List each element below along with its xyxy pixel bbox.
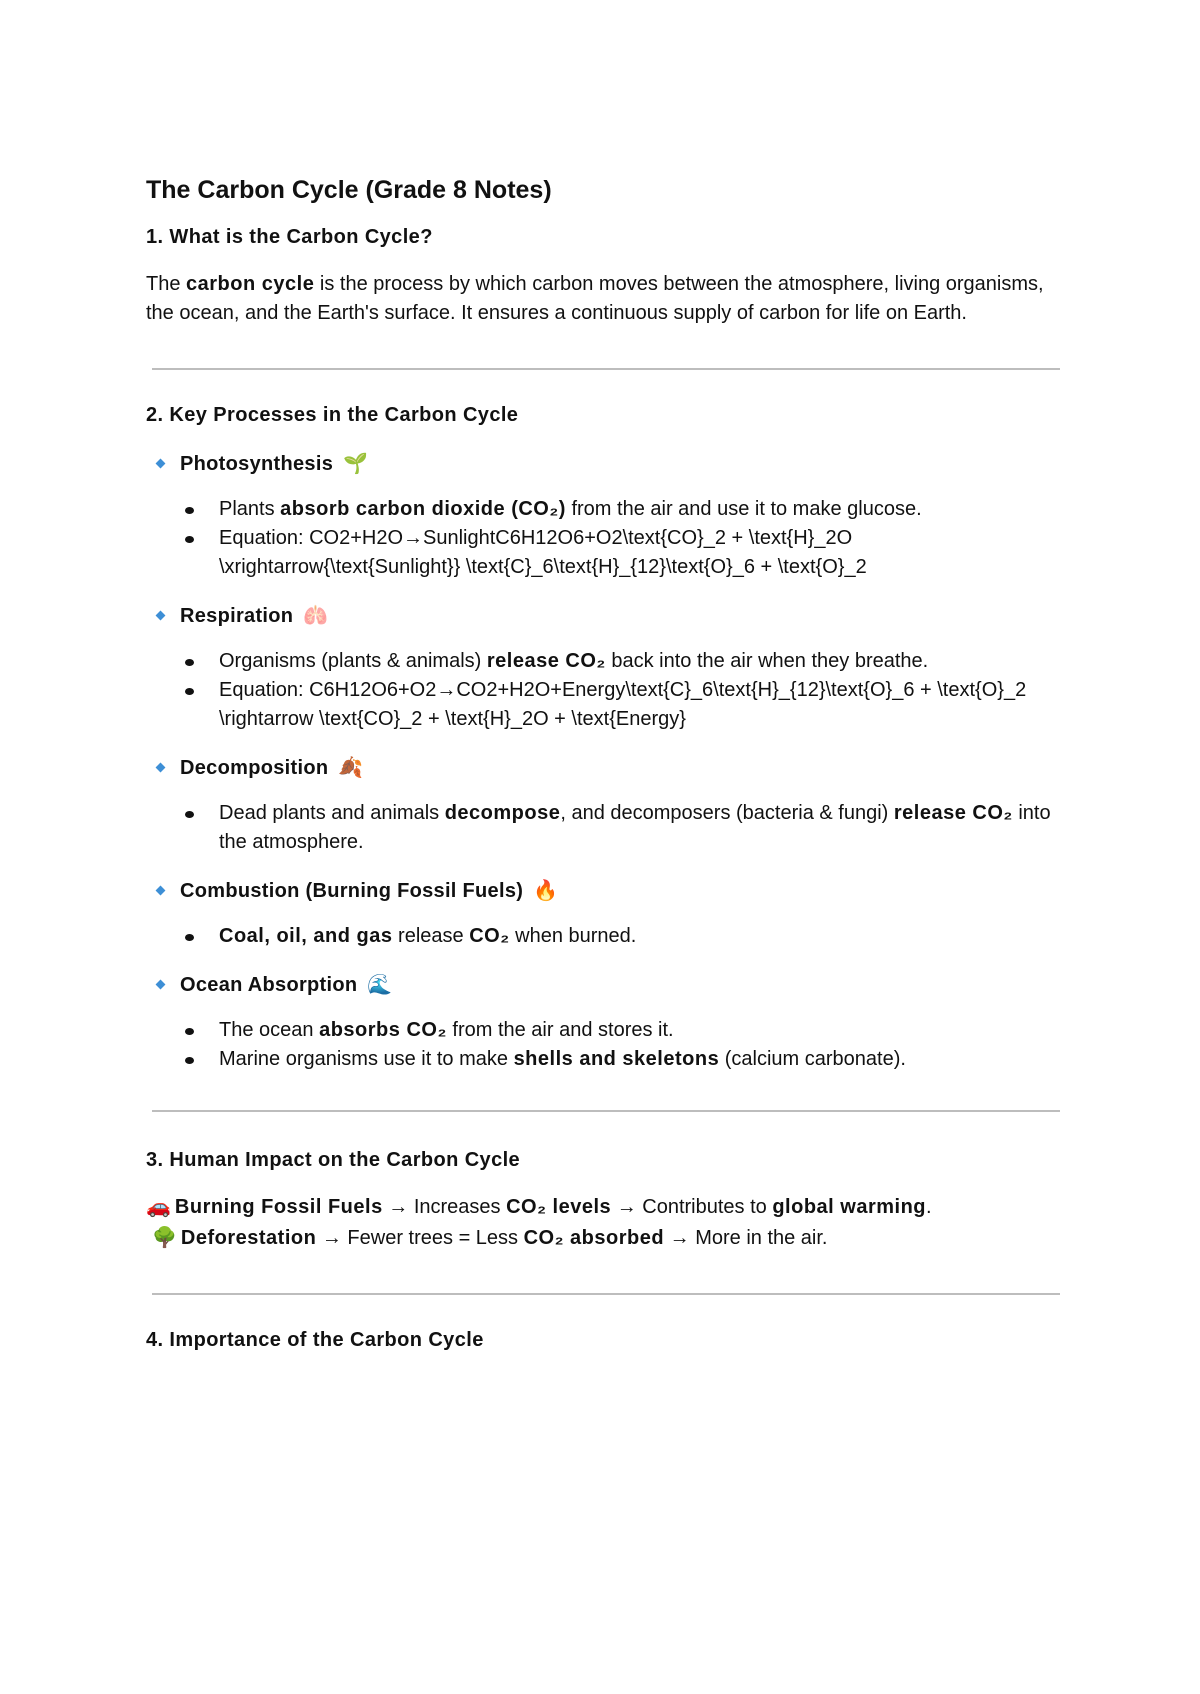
bullet-dot-icon (185, 1028, 194, 1035)
bold-term: carbon cycle (186, 273, 315, 295)
process-heading (146, 752, 1056, 783)
bold-term: Deforestation (180, 1227, 317, 1249)
wave-icon: 🌊 (367, 972, 393, 996)
bold-term: Burning Fossil Fuels (174, 1196, 383, 1218)
text-span: . (926, 1196, 932, 1218)
divider (152, 1293, 1060, 1295)
process-title: Respiration (180, 605, 294, 627)
bold-term: absorbs CO₂ (319, 1019, 447, 1041)
process-bullets (146, 799, 1056, 857)
list-item (146, 647, 1056, 676)
equation-text: Equation: CO2+H2O→SunlightC6H12O6+O2\text{CO}_2 + \text{H}_2O \xrightarrow{\text{Sunlight}} \text{C}_6\text{H}_{12}\text{O}_6 + \text{O}_2 (219, 527, 867, 578)
process-title: Ocean Absorption (180, 974, 358, 996)
text-span: → More in the air. (664, 1227, 828, 1249)
bullet-dot-icon (185, 811, 194, 818)
bold-term: CO₂ levels (506, 1196, 612, 1218)
text-span: Marine organisms use it to make (219, 1048, 514, 1070)
bullet-dot-icon (185, 1057, 194, 1064)
process-heading (146, 875, 1056, 906)
text-span: → Increases (382, 1196, 507, 1218)
divider (152, 368, 1060, 370)
fire-icon: 🔥 (533, 878, 559, 902)
process-respiration (146, 600, 1056, 734)
text-span: into the atmosphere. (219, 802, 1051, 853)
bold-term: release CO₂ (893, 802, 1013, 824)
text-span: from the air and stores it. (446, 1019, 674, 1041)
list-item (146, 922, 1056, 951)
bold-term: global warming (772, 1196, 927, 1218)
diamond-bullet-icon (156, 886, 166, 896)
text-span: from the air and use it to make glucose. (565, 498, 922, 520)
text-span: Organisms (plants & animals) (219, 650, 487, 672)
text-span: Plants (219, 498, 281, 520)
process-ocean-absorption (146, 969, 1056, 1074)
diamond-bullet-icon (156, 611, 166, 621)
seedling-icon: 🌱 (342, 451, 369, 475)
text-span: → Fewer trees = Less (316, 1227, 524, 1249)
car-icon: 🚗 (146, 1194, 171, 1218)
process-bullets (146, 922, 1056, 951)
text-span: → Contributes to (611, 1196, 773, 1218)
bold-term: decompose (444, 802, 561, 824)
lungs-icon: 🫁 (303, 603, 329, 627)
bullet-dot-icon (185, 507, 194, 514)
process-title: Decomposition (180, 757, 329, 779)
bold-term: CO₂ absorbed (523, 1227, 665, 1249)
process-bullets (146, 495, 1056, 582)
process-title: Combustion (Burning Fossil Fuels) (180, 880, 524, 902)
text-span: The ocean (219, 1019, 320, 1041)
process-title: Photosynthesis (180, 453, 334, 475)
process-heading (146, 969, 1056, 1000)
bold-term: CO₂ (469, 925, 510, 947)
list-item (146, 1016, 1056, 1045)
bullet-dot-icon (185, 659, 194, 666)
diamond-bullet-icon (156, 763, 166, 773)
process-bullets (146, 1016, 1056, 1074)
bold-term: shells and skeletons (513, 1048, 720, 1070)
human-impact-block (146, 1191, 1056, 1253)
section-heading-human-impact: 3. Human Impact on the Carbon Cycle (146, 1149, 521, 1171)
section-heading-importance: 4. Importance of the Carbon Cycle (146, 1329, 484, 1351)
tree-icon: 🌳 (152, 1225, 177, 1249)
impact-line-deforestation (146, 1222, 1056, 1253)
text-span: back into the air when they breathe. (605, 650, 929, 672)
process-bullets (146, 647, 1056, 734)
process-combustion (146, 875, 1056, 951)
bold-term: release CO₂ (486, 650, 606, 672)
process-heading (146, 448, 1056, 479)
bullet-dot-icon (185, 536, 194, 543)
page-title: The Carbon Cycle (Grade 8 Notes) (146, 176, 552, 204)
diamond-bullet-icon (156, 459, 166, 469)
section-heading-what-is: 1. What is the Carbon Cycle? (146, 226, 433, 248)
text-span: (calcium carbonate). (719, 1048, 906, 1070)
process-photosynthesis (146, 448, 1056, 582)
text-span: is the process by which carbon moves between the atmosphere, living organisms, the ocean, and the Earth's surface. It ensures a continuous supply of carbon for life on Earth. (146, 273, 1044, 324)
bullet-dot-icon (185, 934, 194, 941)
text-span: Dead plants and animals (219, 802, 445, 824)
bullet-dot-icon (185, 688, 194, 695)
diamond-bullet-icon (156, 980, 166, 990)
text-span: The (146, 273, 187, 295)
divider (152, 1110, 1060, 1112)
text-span: release (392, 925, 470, 947)
process-heading (146, 600, 1056, 631)
list-item (146, 676, 1056, 734)
section-heading-key-processes: 2. Key Processes in the Carbon Cycle (146, 404, 519, 426)
bold-term: absorb carbon dioxide (CO₂) (280, 498, 566, 520)
impact-line-fossil-fuels (146, 1191, 1056, 1222)
bold-term: Coal, oil, and gas (219, 925, 393, 947)
list-item (146, 495, 1056, 524)
process-decomposition (146, 752, 1056, 857)
equation-text: Equation: C6H12O6+O2→CO2+H2O+Energy\text{C}_6\text{H}_{12}\text{O}_6 + \text{O}_2 \rightarrow \text{CO}_2 + \text{H}_2O + \text{Energy} (219, 679, 1027, 730)
text-span: when burned. (509, 925, 637, 947)
list-item (146, 1045, 1056, 1074)
definition-paragraph (146, 270, 1056, 328)
list-item (146, 524, 1056, 582)
fallen-leaf-icon: 🍂 (338, 755, 364, 779)
text-span: , and decomposers (bacteria & fungi) (560, 802, 894, 824)
document-content (146, 170, 1056, 1355)
list-item (146, 799, 1056, 857)
